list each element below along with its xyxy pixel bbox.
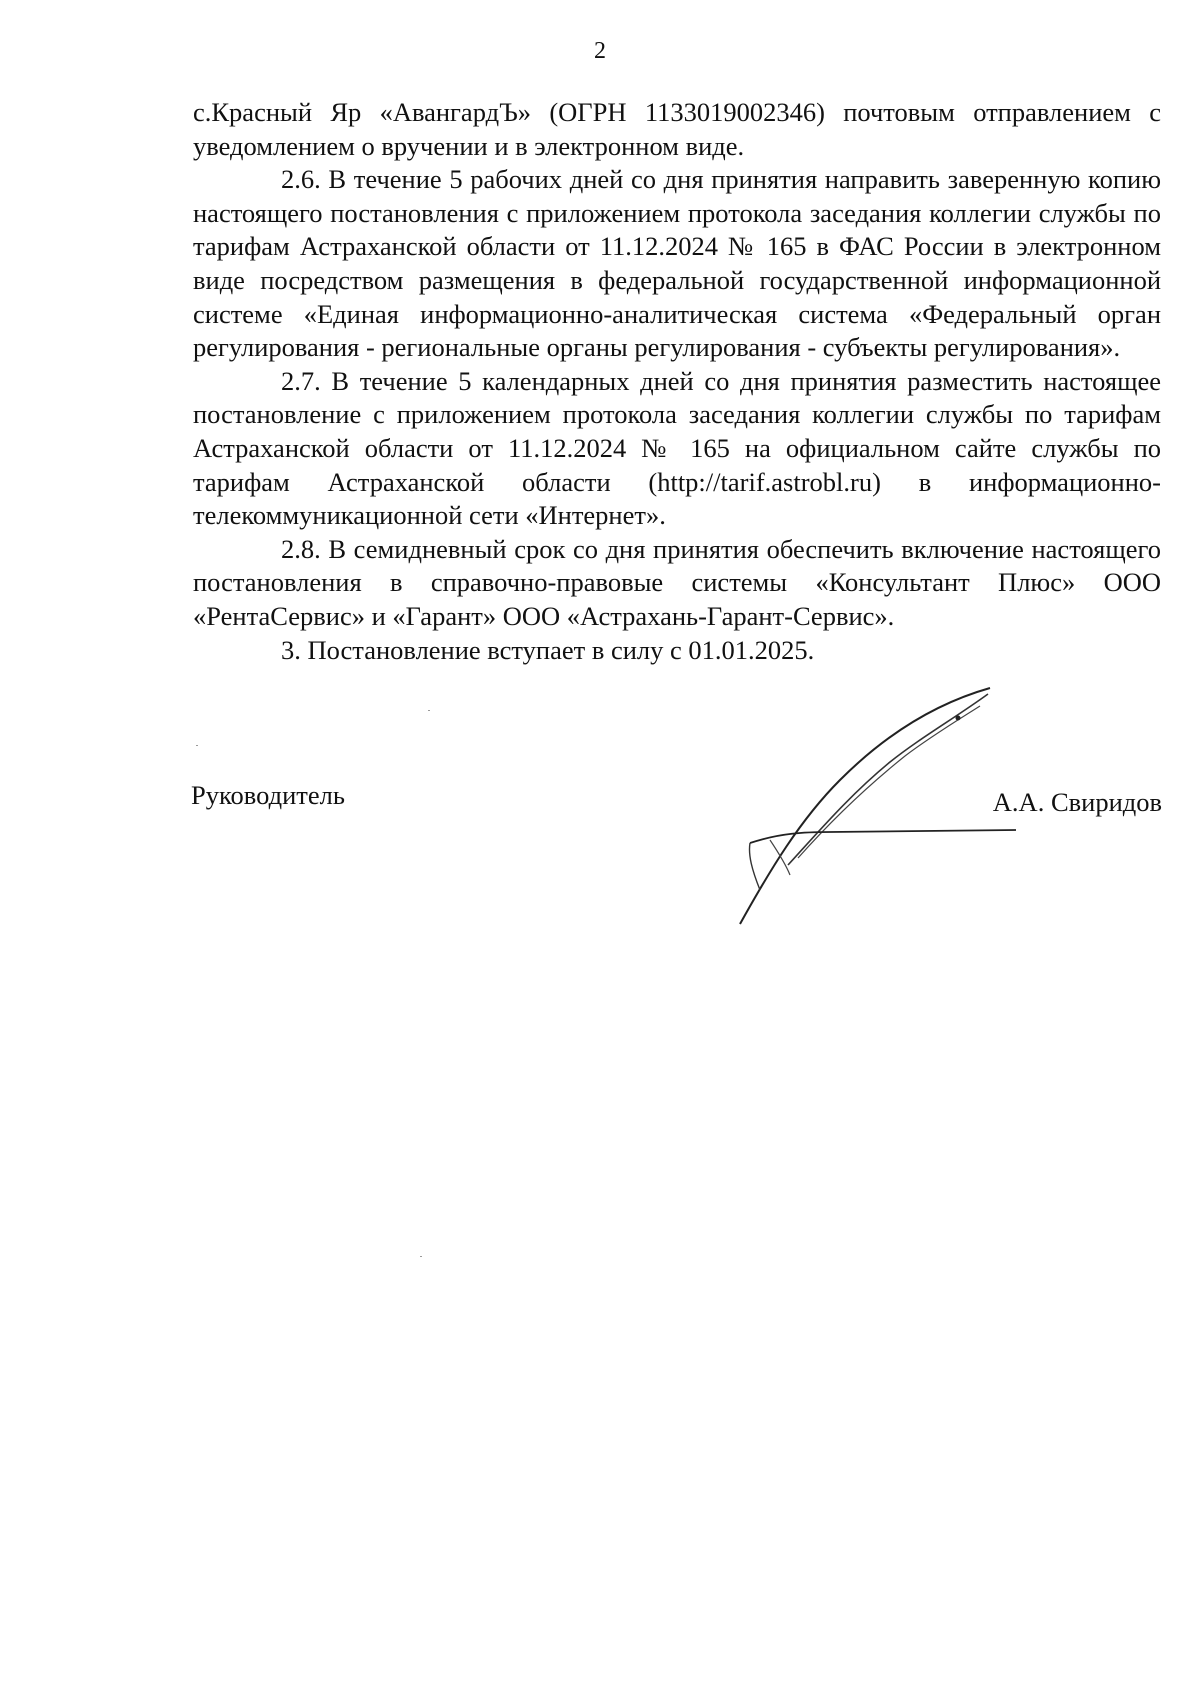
paragraph-2-6: 2.6. В течение 5 рабочих дней со дня принятия направить заверенную копию настоящего постановления с приложением протокола заседания коллегии службы по тарифам Астраханской области от 11.12.2024 № 165 в ФАС России в электронном виде посредством размещения в федеральной государственной информационной системе «Единая информационно-аналитическая система «Федеральный орган регулирования - региональные органы регулирования - субъекты регулирования».: [193, 164, 1161, 363]
page-number: 2: [594, 38, 606, 64]
signatory-title: Руководитель: [191, 780, 345, 810]
document-body: [193, 96, 1161, 667]
paragraph-3: 3. Постановление вступает в силу с 01.01.2025.: [281, 634, 815, 665]
paragraph-2-7: 2.7. В течение 5 календарных дней со дня принятия разместить настоящее постановление с приложением протокола заседания коллегии службы по тарифам Астраханской области от 11.12.2024 № 165 на официальном сайте службы по тарифам Астраханской области (http://tarif.astrobl.ru) в информационно-телекоммуникационной сети «Интернет».: [193, 365, 1161, 531]
signatory-name: А.А. Свиридов: [992, 787, 1162, 817]
paragraph-continuation: с.Красный Яр «АвангардЪ» (ОГРН 1133019002346) почтовым отправлением с уведомлением о вручении и в электронном виде.: [193, 97, 1161, 161]
paragraph-2-8: 2.8. В семидневный срок со дня принятия обеспечить включение настоящего постановления в справочно-правовые системы «Консультант Плюс» ООО «РентаСервис» и «Гарант» ООО «Астрахань-Гарант-Сервис».: [193, 533, 1161, 631]
scan-speck: [420, 1256, 422, 1257]
handwritten-signature: [730, 680, 1030, 940]
scan-speck: [196, 745, 198, 746]
scan-speck: [428, 710, 430, 711]
